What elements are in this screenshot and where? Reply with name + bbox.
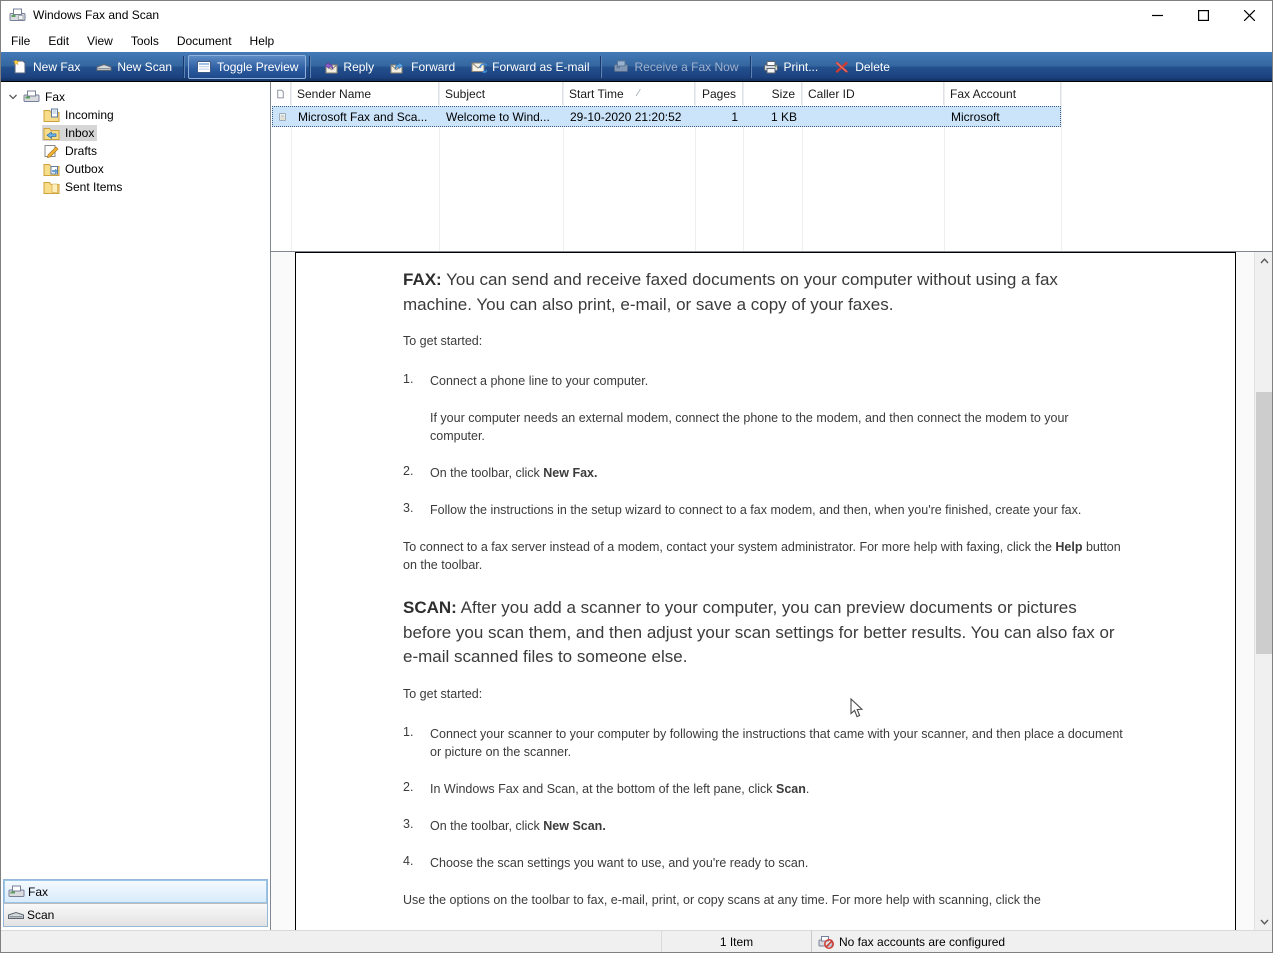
header-sender-name[interactable]: Sender Name [291, 82, 439, 105]
header-size[interactable]: Size [743, 82, 802, 105]
forward-as-email-label: Forward as E-mail [492, 59, 590, 74]
menu-file[interactable]: File [11, 33, 31, 48]
tree-item-label: Inbox [65, 126, 95, 140]
column-divider [1061, 82, 1062, 251]
menu-bar [1, 29, 1272, 52]
main-content [1, 82, 1272, 930]
pane-switcher [3, 879, 268, 927]
sent-items-folder-icon [43, 180, 60, 194]
header-pages[interactable]: Pages [695, 82, 743, 105]
tree-item-fax-root[interactable] [1, 88, 270, 106]
tree-item-label: Incoming [65, 108, 114, 122]
status-bar [1, 930, 1272, 952]
scan-pane-label: Scan [27, 908, 55, 922]
list-header [271, 82, 1272, 105]
tree-item-sent-items[interactable] [1, 178, 270, 196]
cell-size: 1 KB [770, 109, 797, 124]
cell-sender: Microsoft Fax and Sca... [298, 109, 428, 124]
window-title: Windows Fax and Scan [33, 8, 160, 22]
reply-label: Reply [343, 59, 375, 74]
close-icon [1244, 10, 1255, 21]
toggle-preview-label: Toggle Preview [217, 59, 299, 74]
receive-fax-button[interactable] [605, 55, 746, 79]
fax-pane-label: Fax [28, 884, 49, 899]
new-fax-button[interactable] [4, 55, 88, 79]
chevron-down-icon [8, 92, 18, 102]
cell-subject: Welcome to Wind... [446, 109, 550, 124]
message-icon-cell [273, 110, 292, 124]
fax-app-icon [9, 8, 26, 23]
sort-ascending-icon: ∕ [637, 88, 640, 99]
header-fax-account[interactable]: Fax Account [944, 82, 1061, 105]
toolbar [1, 52, 1272, 82]
scan-steps-list [403, 725, 1123, 872]
scrollbar-thumb[interactable] [1256, 392, 1272, 654]
tree-item-drafts[interactable] [1, 142, 270, 160]
document-page [295, 252, 1236, 930]
header-start-time[interactable] [563, 82, 695, 105]
forward-icon [390, 59, 406, 75]
scan-step: In Windows Fax and Scan, at the bottom of the left pane, click Scan. [430, 781, 810, 796]
inbox-folder-icon [43, 126, 60, 140]
fax-account-warning [811, 931, 1005, 952]
forward-button[interactable] [382, 55, 463, 79]
scan-step: Connect your scanner to your computer by following the instructions that came with your scanner, and then place a document or picture on the scanner. [430, 726, 1123, 759]
menu-view[interactable]: View [87, 33, 113, 48]
new-fax-icon [12, 59, 28, 75]
drafts-icon [43, 144, 60, 158]
reply-icon [322, 59, 338, 75]
item-count: 1 Item [661, 931, 811, 952]
message-list [271, 82, 1272, 252]
toolbar-separator [600, 56, 602, 78]
tree-item-outbox[interactable] [1, 160, 270, 178]
outbox-folder-icon [43, 162, 60, 176]
menu-edit[interactable]: Edit [48, 33, 70, 48]
new-scan-label: New Scan [117, 59, 173, 74]
maximize-button[interactable] [1180, 1, 1226, 29]
header-subject[interactable]: Subject [439, 82, 563, 105]
print-button[interactable] [755, 55, 827, 79]
forward-label: Forward [411, 59, 456, 74]
fax-message-icon [279, 110, 286, 124]
tree-item-incoming[interactable] [1, 106, 270, 124]
scroll-up-button[interactable] [1255, 252, 1272, 269]
scan-pane-icon [7, 908, 25, 922]
toolbar-separator [309, 56, 311, 78]
scroll-down-button[interactable] [1255, 913, 1272, 930]
fax-step: Follow the instructions in the setup wizard to connect to a fax modem, and then, when you're finished, create your fax. [430, 503, 1082, 517]
cell-fax-account: Microsoft [951, 109, 1000, 124]
maximize-icon [1198, 10, 1209, 21]
minimize-icon [1152, 10, 1163, 21]
delete-icon [834, 59, 850, 75]
mouse-cursor [850, 698, 863, 718]
left-pane [1, 82, 271, 930]
window-controls [1134, 1, 1272, 29]
fax-account-warning-text: No fax accounts are configured [839, 934, 1006, 949]
scan-step: Choose the scan settings you want to use, and you're ready to scan. [430, 855, 809, 870]
new-fax-label: New Fax [33, 59, 81, 74]
cell-pages: 1 [731, 109, 738, 124]
selected-tree-item [42, 125, 97, 141]
preview-pane [271, 252, 1272, 930]
toolbar-separator [183, 56, 185, 78]
toggle-preview-button[interactable] [188, 55, 306, 79]
print-icon [763, 59, 779, 75]
page-icon [277, 88, 284, 100]
menu-document[interactable]: Document [176, 33, 232, 48]
scan-pane-button[interactable] [4, 903, 267, 926]
receive-fax-label: Receive a Fax Now [634, 59, 739, 74]
scroll-down-icon [1260, 919, 1269, 925]
tree-item-inbox[interactable] [1, 124, 270, 142]
get-started-text: To get started: [403, 686, 483, 701]
fax-server-note: To connect to a fax server instead of a modem, contact your system administrator. For more help with faxing, click the Help button on the toolbar. [403, 540, 1121, 572]
scroll-up-icon [1260, 258, 1269, 264]
tree-item-label: Sent Items [65, 180, 123, 194]
scan-section-heading: SCAN: After you add a scanner to your computer, you can preview documents or pictures before you scan them, and then adjust your scan settings for better results. You can also fax or e-mail scanned files to someone else. [403, 598, 1115, 666]
toolbar-separator [750, 56, 752, 78]
preview-scrollbar[interactable] [1254, 252, 1272, 930]
tree-item-label: Drafts [65, 144, 98, 158]
incoming-folder-icon [43, 108, 60, 122]
toolbar-options-note: Use the options on the toolbar to fax, e-mail, print, or copy scans at any time. For more help with scanning, click the [403, 892, 1041, 907]
print-label: Print... [783, 59, 819, 74]
fax-pane-button[interactable] [4, 880, 267, 903]
menu-help[interactable]: Help [249, 33, 275, 48]
right-pane [271, 82, 1272, 930]
folder-tree [1, 82, 270, 878]
status-empty-section [1, 931, 661, 952]
document-content [296, 253, 1235, 909]
cell-start-time: 29-10-2020 21:20:52 [570, 109, 682, 124]
delete-label: Delete [855, 59, 890, 74]
fax-steps-list [403, 372, 1123, 519]
header-start-time-label: Start Time [569, 86, 624, 101]
tree-item-label: Outbox [65, 162, 104, 176]
fax-section-heading: FAX: You can send and receive faxed documents on your computer without using a fax machine. You can also print, e-mail, or save a copy of your faxes. [403, 270, 1058, 314]
scan-step: On the toolbar, click New Scan. [430, 818, 606, 833]
fax-step: Connect a phone line to your computer. If your computer needs an external modem, connect the phone to the modem, and then connect the modem to your computer. [430, 374, 1069, 443]
close-button[interactable] [1226, 1, 1272, 29]
message-row-selected[interactable] [272, 106, 1061, 127]
fax-step: On the toolbar, click New Fax. [430, 466, 598, 480]
toggle-preview-icon [196, 59, 212, 75]
minimize-button[interactable] [1134, 1, 1180, 29]
reply-button[interactable] [314, 55, 382, 79]
get-started-text: To get started: [403, 334, 483, 348]
fax-pane-icon [8, 885, 26, 899]
forward-as-email-button[interactable] [463, 55, 597, 79]
receive-fax-icon [613, 59, 629, 75]
header-icon-column[interactable] [271, 82, 291, 105]
header-caller-id[interactable]: Caller ID [802, 82, 944, 105]
new-scan-icon [96, 59, 112, 75]
tree-item-label: Fax [45, 90, 66, 104]
new-scan-button[interactable] [88, 55, 180, 79]
menu-tools[interactable]: Tools [130, 33, 159, 48]
title-bar [1, 1, 1272, 29]
forward-as-email-icon [471, 59, 487, 75]
delete-button[interactable] [826, 55, 898, 79]
fax-printer-icon [23, 90, 40, 104]
no-fax-account-icon [818, 935, 834, 949]
